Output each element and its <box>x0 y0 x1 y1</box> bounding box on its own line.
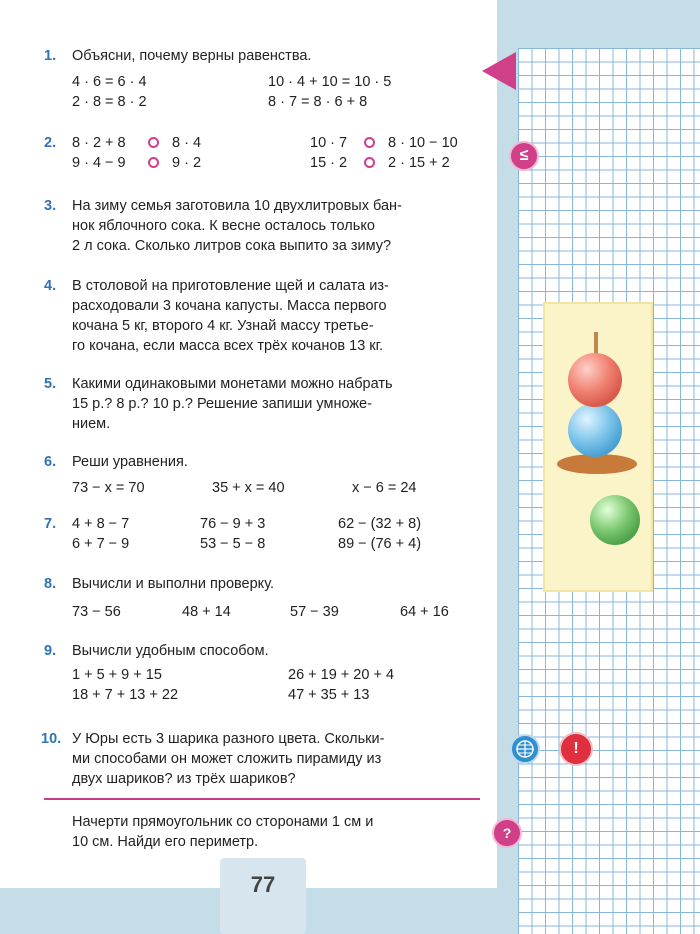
exclamation-icon: ! <box>559 732 593 766</box>
expression-row: 1 + 5 + 9 + 15 26 + 19 + 20 + 4 <box>72 667 395 683</box>
task-2 <box>44 133 482 173</box>
task-number: 4. <box>44 278 57 294</box>
compare-circle[interactable] <box>364 157 375 168</box>
task-10 <box>41 729 482 789</box>
task-line: 15 р.? 8 р.? 10 р.? Решение запиши умноже- <box>72 396 372 412</box>
task-3 <box>44 196 482 256</box>
task-line: В столовой на приготовление щей и салата из- <box>72 278 389 294</box>
expression-row: 4 + 8 − 7 76 − 9 + 3 62 − (32 + 8) <box>72 516 422 532</box>
comparison-row: 9 · 4 − 9 9 · 2 15 · 2 2 · 15 + 2 <box>72 155 450 171</box>
balls-illustration <box>543 302 653 592</box>
expression-row: 18 + 7 + 13 + 22 47 + 35 + 13 <box>72 687 370 703</box>
task-text: Объясни, почему верны равенства. <box>72 48 312 64</box>
task-line: Какими одинаковыми монетами можно набрать <box>72 376 393 392</box>
task-8 <box>44 574 482 622</box>
equation-row <box>72 478 482 498</box>
bookmark-triangle-icon <box>482 52 516 90</box>
task-line: двух шариков? из трёх шариков? <box>72 771 296 787</box>
equation: 73 − x = 70 <box>72 480 145 496</box>
expression: 4 · 6 = 6 · 4 <box>72 74 147 90</box>
task-line: го кочана, если масса всех трёх кочанов 13 кг. <box>72 338 384 354</box>
expression-row <box>72 72 482 92</box>
task-number: 10. <box>41 731 62 747</box>
task-number: 6. <box>44 454 57 470</box>
pyramid-base <box>557 454 637 474</box>
task-line: 2 л сока. Сколько литров сока выпито за зиму? <box>72 238 392 254</box>
task-number: 2. <box>44 135 57 151</box>
task-line: На зиму семья заготовила 10 двухлитровых бан- <box>72 198 402 214</box>
question-icon: ? <box>492 818 522 848</box>
task-number: 1. <box>44 48 57 64</box>
page-number: 77 <box>250 872 276 897</box>
task-line: расходовали 3 кочана капусты. Масса первого <box>72 298 387 314</box>
comparison-row: 8 · 2 + 8 8 · 4 10 · 7 8 · 10 − 10 <box>72 135 458 151</box>
compare-circle[interactable] <box>148 157 159 168</box>
compare-circle[interactable] <box>148 137 159 148</box>
task-number: 8. <box>44 576 57 592</box>
separator-line <box>44 798 480 800</box>
green-ball <box>590 495 640 545</box>
task-text: Вычисли и выполни проверку. <box>72 576 275 592</box>
task-number: 3. <box>44 198 57 214</box>
task-6 <box>44 452 482 498</box>
red-ball <box>568 353 622 407</box>
expression-row <box>72 92 482 112</box>
compare-circle[interactable] <box>364 137 375 148</box>
blue-ball <box>568 403 622 457</box>
expression: 2 · 8 = 8 · 2 <box>72 94 147 110</box>
compare-icon: ≤ <box>509 141 539 171</box>
expression: 8 · 7 = 8 · 6 + 8 <box>268 94 368 110</box>
task-line: У Юры есть 3 шарика разного цвета. Скольки- <box>72 731 385 747</box>
task-7 <box>44 514 482 554</box>
task-number: 7. <box>44 516 57 532</box>
task-line: 10 см. Найди его периметр. <box>72 834 259 850</box>
equation: x − 6 = 24 <box>352 480 417 496</box>
task-line: Начерти прямоугольник со сторонами 1 см и <box>72 814 374 830</box>
task-1 <box>44 46 482 112</box>
expression-row: 6 + 7 − 9 53 − 5 − 8 89 − (76 + 4) <box>72 536 422 552</box>
task-4 <box>44 276 482 356</box>
extra-task <box>44 812 480 852</box>
equation: 35 + x = 40 <box>212 480 285 496</box>
task-line: нием. <box>72 416 111 432</box>
task-text: Вычисли удобным способом. <box>72 643 269 659</box>
task-5 <box>44 374 482 434</box>
task-line: кочана 5 кг, второго 4 кг. Узнай массу третье- <box>72 318 374 334</box>
task-line: ми способами он может сложить пирамиду из <box>72 751 382 767</box>
task-number: 9. <box>44 643 57 659</box>
task-9 <box>44 641 482 705</box>
expression-row: 73 − 56 48 + 14 57 − 39 64 + 16 <box>72 604 449 620</box>
expression: 10 · 4 + 10 = 10 · 5 <box>268 74 392 90</box>
task-line: нок яблочного сока. К весне осталось только <box>72 218 375 234</box>
task-number: 5. <box>44 376 57 392</box>
globe-icon <box>510 734 540 764</box>
task-text: Реши уравнения. <box>72 454 188 470</box>
